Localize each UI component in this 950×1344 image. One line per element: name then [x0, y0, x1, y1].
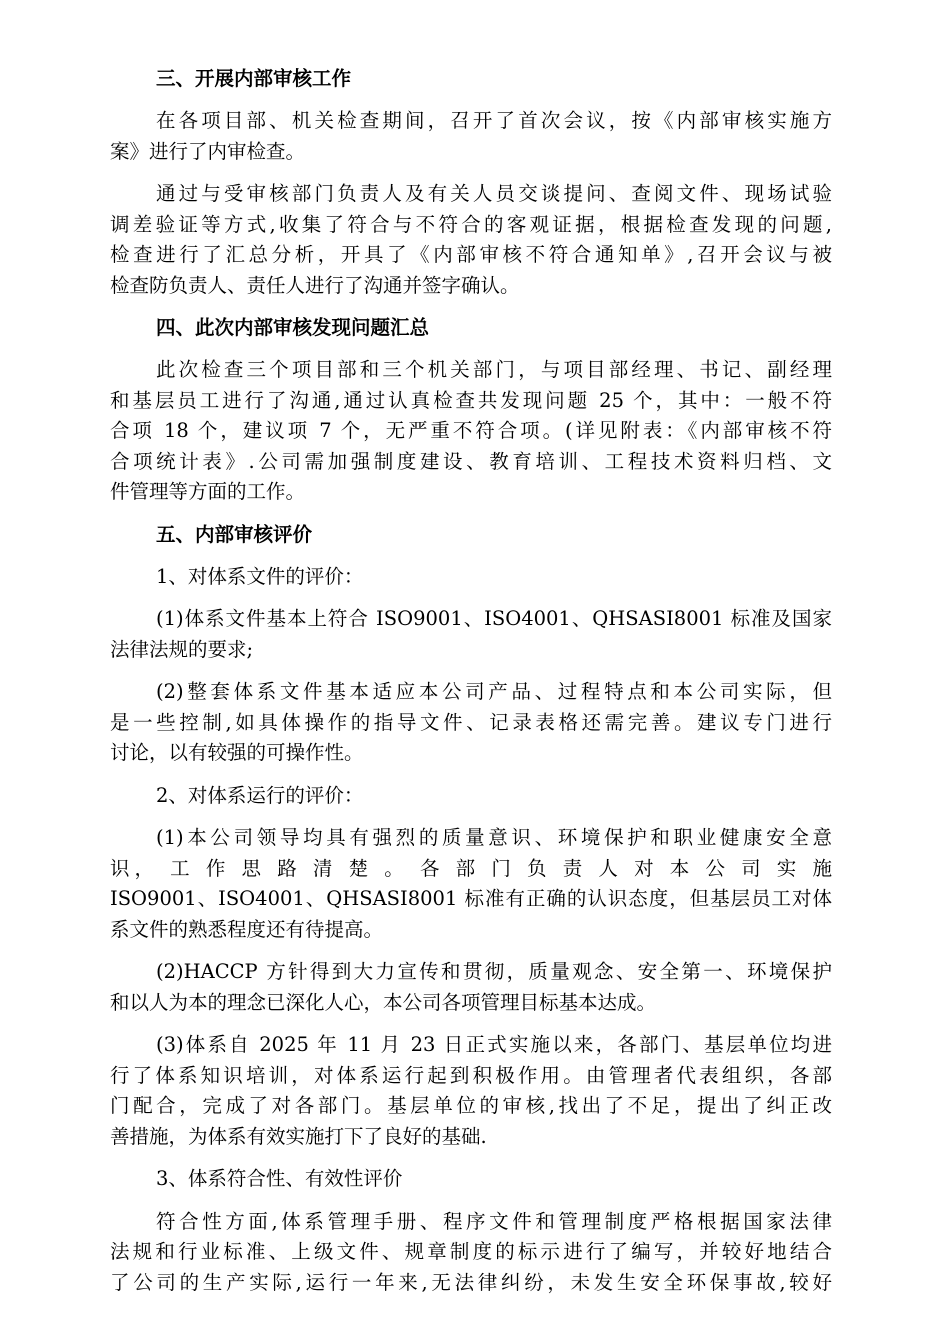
paragraph-3a — [110, 106, 832, 167]
paragraph-line: 合项 18 个，建议项 7 个，无严重不符合项。(详见附表：《内部审核不符 — [110, 419, 832, 442]
paragraph-line: 法律法规的要求; — [110, 637, 254, 661]
paragraph-line: (1)体系文件基本上符合 ISO9001、ISO4001、QHSASI8001 标准及国家 — [156, 607, 832, 630]
paragraph-4 — [110, 355, 832, 508]
paragraph-line: (1)本公司领导均具有强烈的质量意识、环境保护和职业健康安全意 — [156, 826, 832, 849]
paragraph-line: 门配合，完成了对各部门。基层单位的审核,找出了不足，提出了纠正改 — [110, 1094, 832, 1117]
paragraph-3b — [110, 179, 832, 301]
paragraph-line: (3)体系自 2025 年 11 月 23 日正式实施以来，各部门、基层单位均进 — [156, 1033, 832, 1056]
paragraph-5-2-1 — [110, 823, 832, 945]
subsection-heading-3: 3、体系符合性、有效性评价 — [156, 1167, 403, 1190]
paragraph-line: 调差验证等方式,收集了符合与不符合的客观证据，根据检查发现的问题, — [110, 212, 832, 236]
subsection-heading-2: 2、对体系运行的评价： — [156, 783, 364, 807]
paragraph-line: 了公司的生产实际,运行一年来,无法律纠纷，未发生安全环保事故,较好 — [110, 1270, 832, 1294]
paragraph-line: (2)整套体系文件基本适应本公司产品、过程特点和本公司实际，但 — [156, 680, 832, 703]
paragraph-line: 通过与受审核部门负责人及有关人员交谈提问、查阅文件、现场试验 — [156, 182, 832, 205]
paragraph-line: 讨论，以有较强的可操作性。 — [110, 741, 364, 764]
paragraph-5-2-3 — [110, 1030, 832, 1152]
section-heading-3: 三、开展内部审核工作 — [156, 67, 352, 90]
paragraph-line: 是一些控制,如具体操作的指导文件、记录表格还需完善。建议专门进行 — [110, 710, 832, 734]
section-heading-4: 四、此次内部审核发现问题汇总 — [156, 316, 430, 339]
paragraph-line: ISO9001、ISO4001、QHSASI8001 标准有正确的认识态度，但基层员工对体 — [110, 887, 832, 910]
paragraph-line: (2)HACCP 方针得到大力宣传和贯彻，质量观念、安全第一、环境保护 — [156, 960, 832, 983]
paragraph-5-2-2 — [110, 957, 832, 1018]
paragraph-line: 和以人为本的理念已深化人心，本公司各项管理目标基本达成。 — [110, 990, 657, 1014]
paragraph-line: 和基层员工进行了沟通,通过认真检查共发现问题 25 个，其中：一般不符 — [110, 388, 832, 412]
document-page — [110, 64, 832, 1298]
paragraph-line: 行了体系知识培训，对体系运行起到积极作用。由管理者代表组织，各部 — [110, 1063, 832, 1087]
section-heading-5: 五、内部审核评价 — [156, 522, 313, 546]
subsection-heading-1: 1、对体系文件的评价： — [156, 564, 364, 588]
paragraph-line: 此次检查三个项目部和三个机关部门，与项目部经理、书记、副经理 — [156, 358, 832, 381]
paragraph-line: 善措施，为体系有效实施打下了良好的基础. — [110, 1124, 487, 1148]
paragraph-line: 检查进行了汇总分析，开具了《内部审核不符合通知单》,召开会议与被 — [110, 243, 832, 266]
paragraph-line: 在各项目部、机关检查期间，召开了首次会议，按《内部审核实施方 — [156, 109, 832, 132]
paragraph-line: 系文件的熟悉程度还有待提高。 — [110, 917, 384, 941]
paragraph-line: 识， 工 作 思 路 清 楚 。 各 部 门 负 责 人 对 本 公 司 实 施 — [110, 856, 832, 880]
paragraph-line: 案》进行了内审检查。 — [110, 139, 306, 163]
paragraph-line: 件管理等方面的工作。 — [110, 480, 306, 503]
paragraph-line: 符合性方面,体系管理手册、程序文件和管理制度严格根据国家法律 — [156, 1209, 832, 1233]
paragraph-line: 法规和行业标准、上级文件、规章制度的标示进行了编写，并较好地结合 — [110, 1240, 832, 1263]
paragraph-5-1-2 — [110, 677, 832, 769]
paragraph-5-1-1 — [110, 604, 832, 665]
paragraph-line: 检查防负责人、责任人进行了沟通并签字确认。 — [110, 273, 520, 297]
paragraph-line: 合项统计表》.公司需加强制度建设、教育培训、工程技术资料归档、文 — [110, 449, 832, 473]
paragraph-5-3 — [110, 1207, 832, 1299]
